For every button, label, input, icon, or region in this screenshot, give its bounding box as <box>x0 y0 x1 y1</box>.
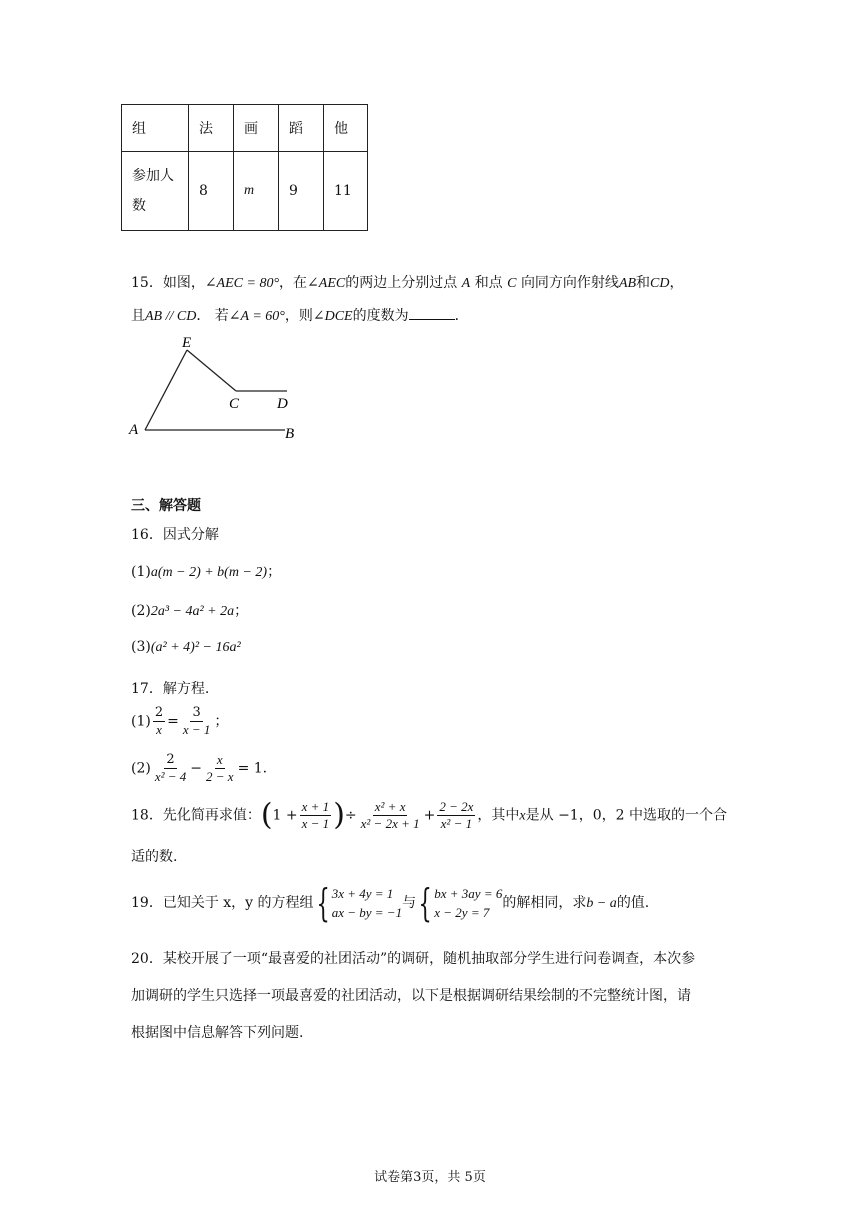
math: ∠AEC <box>307 276 346 291</box>
equation: x − 2y = 7 <box>434 905 490 920</box>
q20-line2: 加调研的学生只选择一项最喜爱的社团活动，以下是根据调研结果绘制的不完整统计图，请 <box>131 988 691 1004</box>
operator: = 1 <box>237 760 263 777</box>
text: . <box>262 760 268 777</box>
label-d: D <box>277 396 288 412</box>
text: 15．如图， <box>131 275 205 291</box>
geometry-figure <box>125 330 315 445</box>
label-e: E <box>182 335 192 351</box>
text: ，在 <box>279 275 308 291</box>
math: 1 + <box>272 807 298 824</box>
fraction <box>181 705 213 738</box>
q17-title: 17．解方程. <box>131 681 210 697</box>
part-label: (1) <box>131 564 151 580</box>
operator: ÷ <box>344 807 357 824</box>
table-cell: 组 <box>122 105 189 152</box>
table-row <box>122 152 368 231</box>
text: 的度数为 <box>352 308 409 324</box>
math: a(m − 2) + b(m − 2) <box>150 565 268 580</box>
table-cell: 11 <box>324 152 368 231</box>
denominator: x² − 4 <box>154 769 187 784</box>
q16-part2 <box>131 600 248 620</box>
segment-ae <box>145 350 187 430</box>
math: ∠A = 60° <box>228 309 285 324</box>
paren-close: ) <box>333 797 345 833</box>
operator: = <box>167 713 179 730</box>
table-cell: 8 <box>189 152 234 231</box>
denominator: x − 1 <box>301 816 330 831</box>
equation-system-2 <box>416 881 503 925</box>
text: 是从 −1，0，2 中选取的一个合 <box>525 807 727 824</box>
operator: + <box>423 807 436 824</box>
q15-line1 <box>131 272 684 292</box>
text: ； <box>234 603 249 619</box>
table-cell: 9 <box>279 152 324 231</box>
fraction <box>437 799 475 832</box>
fraction <box>153 705 165 738</box>
math: CD <box>650 276 670 291</box>
q19-line <box>131 881 650 925</box>
q16-part3 <box>131 639 241 656</box>
math: A <box>461 276 471 291</box>
math: AB <box>618 276 637 291</box>
text: 且 <box>131 308 145 324</box>
math: AB // CD <box>145 309 197 324</box>
text: ，则 <box>284 308 313 324</box>
q20-line1: 20．某校开展了一项“最喜爱的社团活动”的调研，随机抽取部分学生进行问卷调查，本次参 <box>131 951 696 967</box>
row-label-a: 参加人 <box>132 168 174 184</box>
text: ； <box>214 713 229 730</box>
table-cell <box>122 152 189 231</box>
math: C <box>507 276 517 291</box>
math: 2a³ − 4a² + 2a <box>150 604 235 619</box>
equation: ax − by = −1 <box>331 905 403 920</box>
table-row <box>122 105 368 152</box>
numerator: 2 <box>166 752 175 767</box>
q16-title: 16．因式分解 <box>131 527 219 543</box>
label-c: C <box>229 396 240 412</box>
q20-line3: 根据图中信息解答下列问题. <box>131 1025 304 1041</box>
math: (a² + 4)² − 16a² <box>150 640 241 655</box>
q18-line1 <box>131 799 727 832</box>
table-cell: 蹈 <box>279 105 324 152</box>
text: 与 <box>402 895 417 911</box>
text: 19．已知关于 x，y 的方程组 <box>131 895 314 911</box>
table-cell: 法 <box>189 105 234 152</box>
text: 的两边上分别过点 <box>345 275 458 291</box>
fraction <box>153 752 188 785</box>
text: 的值. <box>616 895 650 911</box>
part-label: (2) <box>131 760 151 777</box>
stat-table <box>121 104 368 231</box>
brace-icon: { <box>315 881 330 925</box>
text: ． <box>454 308 469 324</box>
math: x <box>519 808 526 824</box>
part-label: (2) <box>131 603 151 619</box>
q16-part1 <box>131 561 281 581</box>
text: ， <box>669 275 684 291</box>
part-label: (1) <box>131 713 151 730</box>
denominator: x² − 1 <box>440 816 473 831</box>
numerator: 3 <box>192 705 201 720</box>
row-label-b: 数 <box>132 198 146 214</box>
math: ∠AEC = 80° <box>204 276 280 291</box>
part-label: (3) <box>131 639 151 655</box>
section-heading: 三、解答题 <box>131 498 201 514</box>
q15-line2 <box>131 305 469 325</box>
paren-open: ( <box>260 797 273 833</box>
numerator: x² + x <box>374 799 406 814</box>
equation-system-1 <box>314 881 403 925</box>
numerator: 2 <box>154 705 164 720</box>
denominator: x <box>156 722 162 737</box>
text: ，其中 <box>477 807 520 824</box>
numerator: x <box>216 752 223 767</box>
numerator: x + 1 <box>301 799 330 814</box>
text: ； <box>267 564 282 580</box>
table-cell: m <box>234 152 279 231</box>
operator: − <box>190 760 203 777</box>
text: 和 <box>636 275 651 291</box>
denominator: x − 1 <box>182 722 211 737</box>
equation: 3x + 4y = 1 <box>331 886 394 901</box>
label-a: A <box>129 422 139 438</box>
q17-part1 <box>131 705 228 738</box>
math: ∠DCE <box>312 309 353 324</box>
brace-icon: { <box>418 881 432 925</box>
text: ． 若 <box>196 308 229 324</box>
numerator: 2 − 2x <box>439 799 474 814</box>
table-cell: 他 <box>324 105 368 152</box>
text: 的解相同，求 <box>502 895 587 911</box>
q18-line2: 适的数. <box>131 849 178 865</box>
answer-blank <box>409 305 455 320</box>
page-footer: 试卷第3页，共 5页 <box>374 1170 486 1185</box>
q17-part2 <box>131 752 267 785</box>
fraction <box>359 799 422 832</box>
text: 向同方向作射线 <box>520 275 619 291</box>
denominator: x² − 2x + 1 <box>360 816 420 831</box>
text: 和点 <box>474 275 503 291</box>
label-b: B <box>285 426 295 442</box>
equation: bx + 3ay = 6 <box>434 886 503 901</box>
fraction <box>204 752 236 785</box>
segment-ec <box>187 350 236 391</box>
text: 18．先化简再求值： <box>131 807 261 824</box>
fraction <box>300 799 332 832</box>
denominator: 2 − x <box>206 769 234 784</box>
math: b − a <box>586 896 617 911</box>
table-cell: 画 <box>234 105 279 152</box>
